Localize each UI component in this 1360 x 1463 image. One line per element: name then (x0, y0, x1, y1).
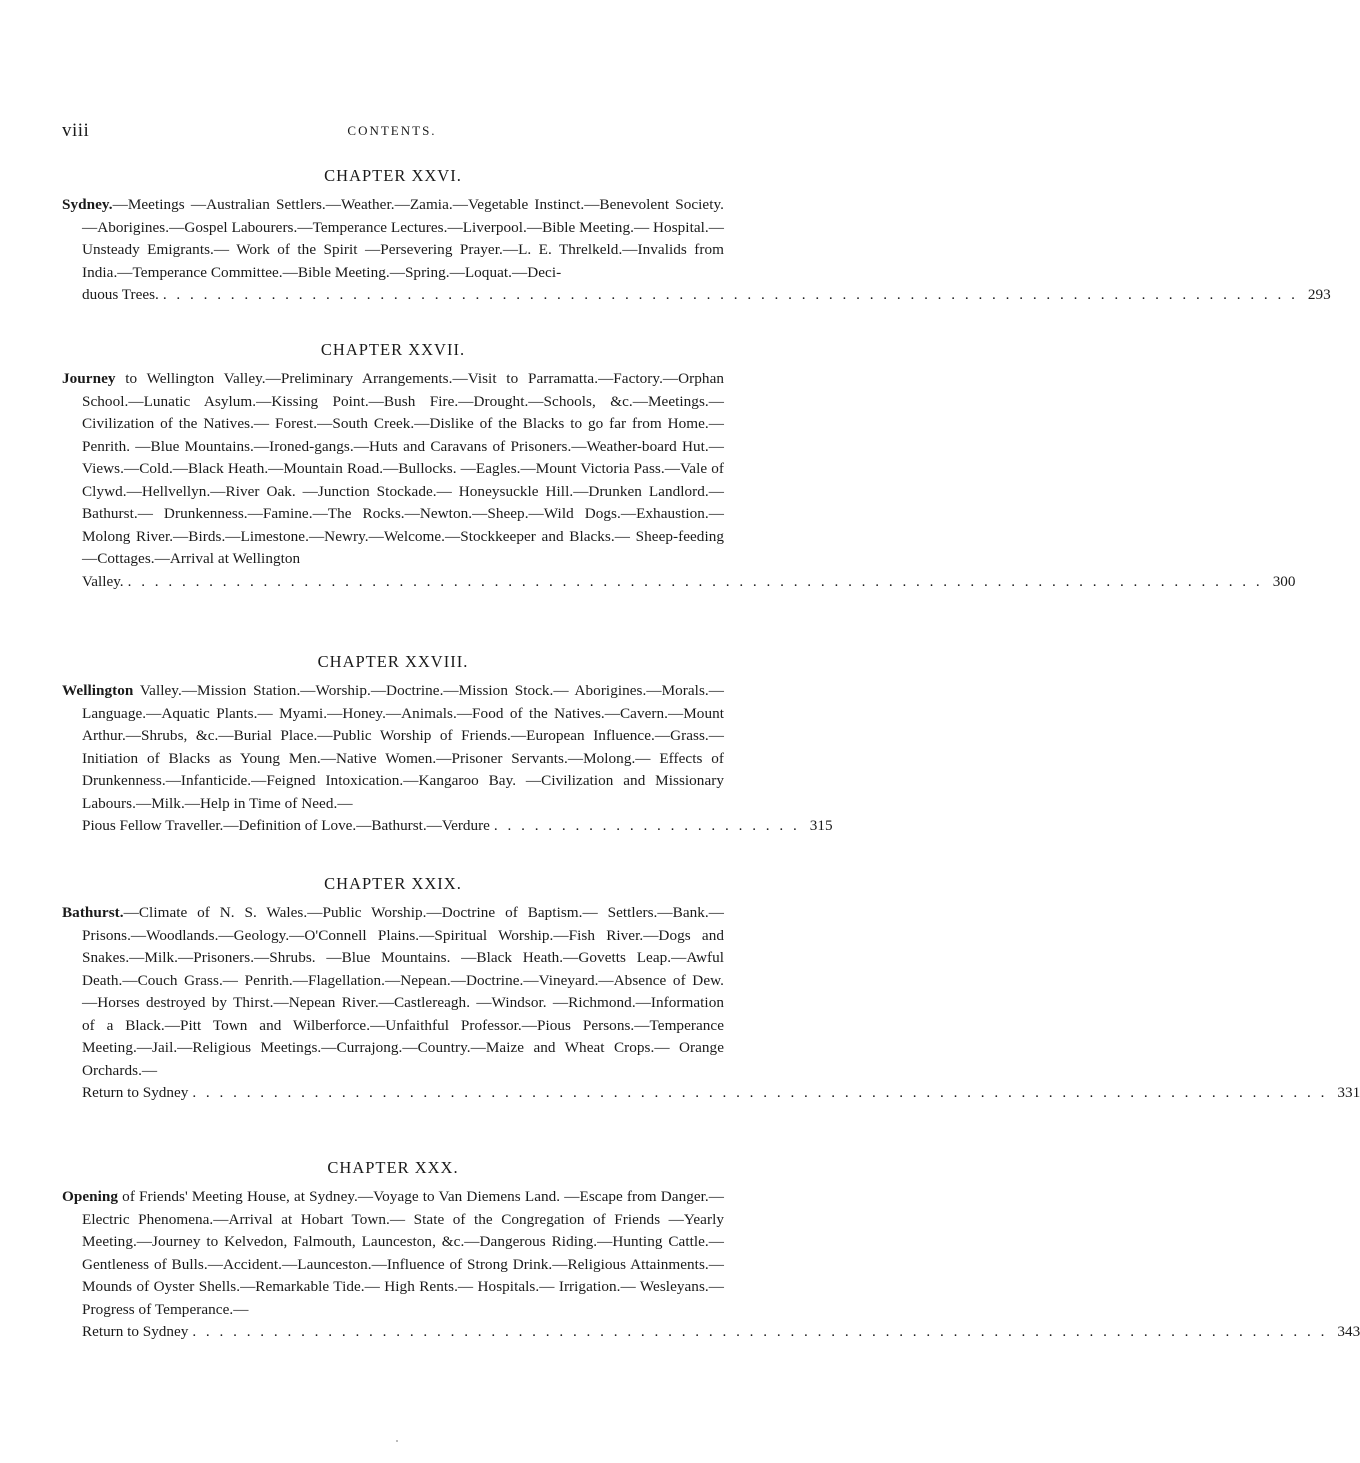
dot-leaders: . . . . . . . . . . . . . . . . . . . . . . . (493, 817, 800, 834)
dot-leaders: . . . . . . . . . . . . . . . . . . . . . . . . . . . . . . . . . . . . . . . . . . . . . . . . . . . . . . . . . . . . . . . . . . . . . . . . . . . . . . . . . . . . (192, 1323, 1328, 1340)
summary-lead: Opening (62, 1188, 119, 1205)
summary-text: to Wellington Valley.—Preliminary Arrangements.—Visit to Parramatta.—Factory.—Orphan School.—Lunatic Asylum.—Kissing Point.—Bush Fire.—Drought.—Schools, &c.—Meetings.—Civilization of the Natives.— Forest.—South Creek.—Dislike of the Blacks to go far from Home.—Penrith. —Blue Mountains.—Ironed-gangs.—Huts and Caravans of Prisoners.—Weather-board Hut.—Views.—Cold.—Black Heath.—Mountain Road.—Bullocks. —Eagles.—Mount Victoria Pass.—Vale of Clywd.—Hellvellyn.—River Oak. —Junction Stockade.— Honeysuckle Hill.—Drunken Landlord.—Bathurst.— Drunkenness.—Famine.—The Rocks.—Newton.—Sheep.—Wild Dogs.—Exhaustion.—Molong River.—Birds.—Limestone.—Newry.—Welcome.—Stockkeeper and Blacks.— Sheep-feeding —Cottages.—Arrival at Wellington (82, 370, 724, 567)
dot-leaders: . . . . . . . . . . . . . . . . . . . . . . . . . . . . . . . . . . . . . . . . . . . . . . . . . . . . . . . . . . . . . . . . . . . . . . . . . . . . . . . . . . . . (192, 1084, 1328, 1101)
chapter-heading: CHAPTER XXIX. (324, 874, 462, 893)
dot-leaders: . . . . . . . . . . . . . . . . . . . . . . . . . . . . . . . . . . . . . . . . . . . . . . . . . . . . . . . . . . . . . . . . . . . . . . . . . . . . . . . . . . . . (127, 572, 1263, 590)
summary-text: of Friends' Meeting House, at Sydney.—Voyage to Van Diemens Land. —Escape from Danger.—Electric Phenomena.—Arrival at Hobart Town.— State of the Congregation of Friends —Yearly Meeting.—Journey to Kelvedon, Falmouth, Launceston, &c.—Dangerous Riding.—Hunting Cattle.—Gentleness of Bulls.—Accident.—Launceston.—Influence of Strong Drink.—Religious Attainments.—Mounds of Oyster Shells.—Remarkable Tide.— High Rents.— Hospitals.— Irrigation.— Wesleyans.— Progress of Temperance.— (82, 1188, 724, 1318)
page-number: 293 (1307, 286, 1331, 303)
running-title: CONTENTS. (347, 123, 437, 138)
chapter-entry (62, 651, 833, 838)
chapter-heading: CHAPTER XXVI. (324, 166, 462, 185)
summary-lead: Wellington (62, 682, 134, 699)
summary-last-line: duous Trees. (82, 286, 159, 303)
dot-leaders: . . . . . . . . . . . . . . . . . . . . . . . . . . . . . . . . . . . . . . . . . . . . . . . . . . . . . . . . . . . . . . . . . . . . . . . . . . . . . . . . . . . . (162, 286, 1298, 303)
toc-line (62, 284, 1331, 307)
summary-lead: Bathurst. (62, 904, 124, 921)
page-number: 315 (809, 817, 833, 834)
chapter-summary (62, 680, 724, 815)
toc-line (62, 1321, 1360, 1344)
print-speck (396, 1440, 398, 1442)
summary-text: —Meetings —Australian Settlers.—Weather.—Zamia.—Vegetable Instinct.—Benevolent Society.—Aborigines.—Gospel Labourers.—Temperance Lectures.—Liverpool.—Bible Meeting.— Hospital.— Unsteady Emigrants.— Work of the Spirit —Persevering Prayer.—L. E. Threlkeld.—Invalids from India.—Temperance Committee.—Bible Meeting.—Spring.—Loquat.—Deci- (82, 196, 724, 281)
toc-line (62, 571, 1296, 594)
summary-text: —Climate of N. S. Wales.—Public Worship.—Doctrine of Baptism.— Settlers.—Bank.—Prisons.—Woodlands.—Geology.—O'Connell Plains.—Spiritual Worship.—Fish River.—Dogs and Snakes.—Milk.—Prisoners.—Shrubs. —Blue Mountains. —Black Heath.—Govetts Leap.—Awful Death.—Couch Grass.— Penrith.—Flagellation.—Nepean.—Doctrine.—Vineyard.—Absence of Dew.—Horses destroyed by Thirst.—Nepean River.—Castlereagh. —Windsor. —Richmond.—Information of a Black.—Pitt Town and Wilberforce.—Unfaithful Professor.—Pious Persons.—Temperance Meeting.—Jail.—Religious Meetings.—Currajong.—Country.—Maize and Wheat Crops.— Orange Orchards.— (82, 904, 724, 1079)
chapter-heading: CHAPTER XXVII. (320, 340, 466, 359)
chapter-heading: CHAPTER XXX. (327, 1158, 459, 1177)
summary-last-line: Return to Sydney (82, 1084, 189, 1101)
toc-line (62, 1082, 1360, 1105)
toc-line (62, 815, 833, 838)
chapter-entry (62, 339, 1296, 593)
summary-lead: Sydney. (62, 196, 113, 213)
chapter-summary (62, 902, 724, 1082)
chapter-summary (62, 194, 724, 284)
chapter-entry (62, 873, 1360, 1105)
running-head (62, 120, 722, 142)
page-number: 331 (1337, 1084, 1360, 1101)
summary-lead: Journey (62, 370, 116, 387)
summary-last-line: Valley. (82, 572, 124, 590)
chapter-summary (62, 368, 724, 571)
chapter-entry (62, 1157, 1360, 1344)
page-number: 343 (1337, 1323, 1360, 1340)
summary-text: Valley.—Mission Station.—Worship.—Doctrine.—Mission Stock.— Aborigines.—Morals.—Language.—Aquatic Plants.— Myami.—Honey.—Animals.—Food of the Natives.—Cavern.—Mount Arthur.—Shrubs, &c.—Burial Place.—Public Worship of Friends.—European Influence.—Grass.—Initiation of Blacks as Young Men.—Native Women.—Prisoner Servants.—Molong.— Effects of Drunkenness.—Infanticide.—Feigned Intoxication.—Kangaroo Bay. —Civilization and Missionary Labours.—Milk.—Help in Time of Need.— (82, 682, 724, 812)
summary-last-line: Pious Fellow Traveller.—Definition of Love.—Bathurst.—Verdure (82, 817, 490, 834)
chapter-heading: CHAPTER XXVIII. (317, 652, 469, 671)
page-number: 300 (1272, 572, 1296, 590)
chapter-entry (62, 165, 1331, 307)
summary-last-line: Return to Sydney (82, 1323, 189, 1340)
page-folio: viii (62, 120, 90, 141)
chapter-summary (62, 1186, 724, 1321)
